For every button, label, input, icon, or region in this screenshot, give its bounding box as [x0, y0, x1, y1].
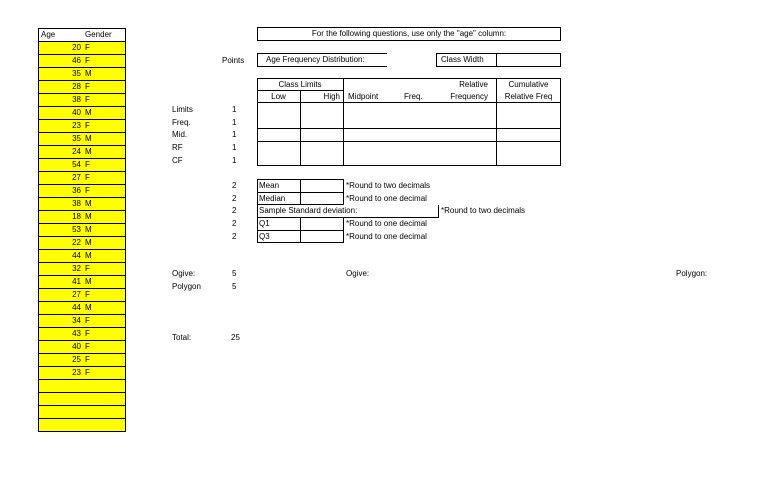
table-row[interactable]: [38, 106, 126, 119]
table-row[interactable]: [38, 41, 126, 54]
gender-cell[interactable]: F: [85, 368, 90, 377]
age-cell[interactable]: 40: [72, 342, 81, 351]
age-cell[interactable]: 23: [72, 121, 81, 130]
table-row[interactable]: [38, 93, 126, 106]
gender-cell[interactable]: F: [85, 329, 90, 338]
age-cell[interactable]: 27: [72, 290, 81, 299]
gender-cell[interactable]: F: [85, 56, 90, 65]
table-row[interactable]: [38, 197, 126, 210]
mean-label: Mean: [259, 181, 280, 190]
mean-input[interactable]: [301, 180, 343, 191]
age-cell[interactable]: 40: [72, 108, 81, 117]
midpoint-header: Midpoint: [348, 92, 379, 101]
gender-cell[interactable]: M: [85, 199, 92, 208]
gender-cell[interactable]: F: [85, 290, 90, 299]
age-cell[interactable]: 34: [72, 316, 81, 325]
gender-cell[interactable]: F: [85, 186, 90, 195]
table-row[interactable]: [38, 262, 126, 275]
table-row[interactable]: [38, 327, 126, 340]
class-width-input[interactable]: [496, 53, 561, 67]
relative-header-line2: Frequency: [450, 92, 488, 101]
age-cell[interactable]: 43: [72, 329, 81, 338]
table-row[interactable]: [38, 119, 126, 132]
gender-cell[interactable]: F: [85, 316, 90, 325]
polygon-graph-title: Polygon:: [676, 269, 708, 278]
ogive-label: Ogive:: [172, 269, 196, 278]
table-row[interactable]: [38, 379, 126, 392]
gender-cell[interactable]: F: [85, 173, 90, 182]
gender-cell[interactable]: M: [85, 238, 92, 247]
gender-cell[interactable]: F: [85, 160, 90, 169]
median-points: 2: [232, 194, 237, 203]
ogive-points: 5: [232, 269, 237, 278]
q3-label: Q3: [259, 232, 270, 241]
table-row[interactable]: [38, 340, 126, 353]
gender-cell[interactable]: M: [85, 147, 92, 156]
table-row[interactable]: [38, 184, 126, 197]
gender-cell[interactable]: F: [85, 342, 90, 351]
gender-cell[interactable]: M: [85, 303, 92, 312]
table-row[interactable]: [38, 366, 126, 379]
gender-cell[interactable]: M: [85, 277, 92, 286]
age-cell[interactable]: 18: [72, 212, 81, 221]
q3-note: *Round to one decimal: [346, 232, 427, 241]
age-cell[interactable]: 38: [72, 199, 81, 208]
class-limits-header: Class Limits: [278, 80, 322, 89]
table-row[interactable]: [38, 67, 126, 80]
q3-points: 2: [232, 232, 237, 241]
median-input[interactable]: [301, 193, 343, 204]
point-item-points: 1: [232, 143, 237, 153]
table-row[interactable]: [38, 249, 126, 262]
age-cell[interactable]: 32: [72, 264, 81, 273]
gender-cell[interactable]: M: [85, 108, 92, 117]
age-cell[interactable]: 46: [72, 56, 81, 65]
instructions-box: [257, 27, 561, 41]
sample-sd-label: Sample Standard deviation:: [259, 206, 358, 215]
median-note: *Round to one decimal: [346, 194, 427, 203]
table-row[interactable]: [38, 405, 126, 418]
ogive-graph-title: Ogive:: [346, 269, 370, 278]
freq-header: Freq.: [404, 92, 423, 101]
age-cell[interactable]: 35: [72, 69, 81, 78]
q1-note: *Round to one decimal: [346, 219, 427, 228]
age-dist-label: Age Frequency Distribution:: [266, 55, 365, 64]
q1-label: Q1: [259, 219, 270, 228]
point-item-label: Limits: [172, 105, 193, 114]
polygon-label: Polygon: [172, 282, 201, 291]
table-row[interactable]: [38, 171, 126, 184]
mean-note: *Round to two decimals: [346, 181, 431, 190]
low-header: Low: [271, 92, 286, 101]
table-row[interactable]: [38, 314, 126, 327]
age-cell[interactable]: 44: [72, 251, 81, 260]
gender-cell[interactable]: M: [85, 225, 92, 234]
age-cell[interactable]: 20: [72, 43, 81, 52]
relative-header-line1: Relative: [459, 80, 488, 89]
total-value: 25: [231, 333, 240, 342]
table-row[interactable]: [38, 353, 126, 366]
point-item-label: Freq.: [172, 117, 191, 127]
age-cell[interactable]: 22: [72, 238, 81, 247]
gender-cell[interactable]: F: [85, 95, 90, 104]
gender-cell[interactable]: F: [85, 82, 90, 91]
age-cell[interactable]: 24: [72, 147, 81, 156]
sd-note: *Round to two decimals: [441, 206, 526, 215]
point-item-points: 1: [232, 130, 237, 140]
point-item-label: Mid.: [172, 130, 188, 140]
age-cell[interactable]: 35: [72, 134, 81, 143]
age-cell[interactable]: 38: [72, 95, 81, 104]
age-gender-table: [38, 28, 126, 432]
table-row[interactable]: [38, 158, 126, 171]
table-row[interactable]: [38, 80, 126, 93]
age-cell[interactable]: 41: [72, 277, 81, 286]
table-row[interactable]: [38, 418, 126, 432]
point-item-points: 1: [232, 117, 237, 127]
class-width-label: Class Width: [441, 55, 484, 64]
point-item-label: RF: [172, 143, 183, 153]
median-label: Median: [259, 194, 286, 203]
point-item-points: 1: [232, 105, 237, 114]
table-header-row: [38, 28, 126, 41]
table-row[interactable]: [38, 275, 126, 288]
table-row[interactable]: [38, 301, 126, 314]
table-row[interactable]: [38, 132, 126, 145]
q3-input[interactable]: [301, 231, 343, 242]
gender-cell[interactable]: M: [85, 69, 92, 78]
points-header: Points: [222, 56, 245, 65]
high-header: High: [323, 92, 340, 101]
gender-cell[interactable]: F: [85, 121, 90, 130]
sd-points: 2: [232, 206, 237, 215]
age-cell[interactable]: 44: [72, 303, 81, 312]
age-dist-label-box: [257, 53, 387, 67]
age-cell[interactable]: 28: [72, 82, 81, 91]
cumulative-header-line2: Relative Freq: [504, 92, 553, 101]
table-row[interactable]: [38, 54, 126, 67]
age-cell[interactable]: 54: [72, 160, 81, 169]
age-column-header[interactable]: Age: [41, 30, 56, 39]
table-row[interactable]: [38, 210, 126, 223]
age-cell[interactable]: 23: [72, 368, 81, 377]
gender-cell[interactable]: F: [85, 43, 90, 52]
gender-column-header[interactable]: Gender: [85, 30, 112, 39]
point-item-label: CF: [172, 155, 183, 165]
q1-input[interactable]: [301, 218, 343, 229]
col-divider: [343, 78, 344, 166]
q1-points: 2: [232, 219, 237, 228]
table-row[interactable]: [38, 236, 126, 249]
table-row[interactable]: [38, 223, 126, 236]
table-row[interactable]: [38, 288, 126, 301]
point-item-points: 1: [232, 155, 237, 165]
gender-cell[interactable]: M: [85, 212, 92, 221]
total-label: Total:: [172, 333, 192, 342]
age-cell[interactable]: 53: [72, 225, 81, 234]
table-row[interactable]: [38, 145, 126, 158]
age-cell[interactable]: 36: [72, 186, 81, 195]
mean-points: 2: [232, 181, 237, 190]
gender-cell[interactable]: F: [85, 355, 90, 364]
table-row[interactable]: [38, 392, 126, 405]
polygon-points: 5: [232, 282, 237, 291]
gender-cell[interactable]: M: [85, 134, 92, 143]
age-cell[interactable]: 25: [72, 355, 81, 364]
class-width-label-box: [436, 53, 497, 67]
instructions-text: For the following questions, use only the "age" column:: [311, 29, 507, 38]
age-cell[interactable]: 27: [72, 173, 81, 182]
gender-cell[interactable]: F: [85, 264, 90, 273]
gender-cell[interactable]: M: [85, 251, 92, 260]
row-divider: [257, 128, 561, 129]
cumulative-header-line1: Cumulative: [508, 80, 549, 89]
row-divider: [257, 141, 561, 142]
